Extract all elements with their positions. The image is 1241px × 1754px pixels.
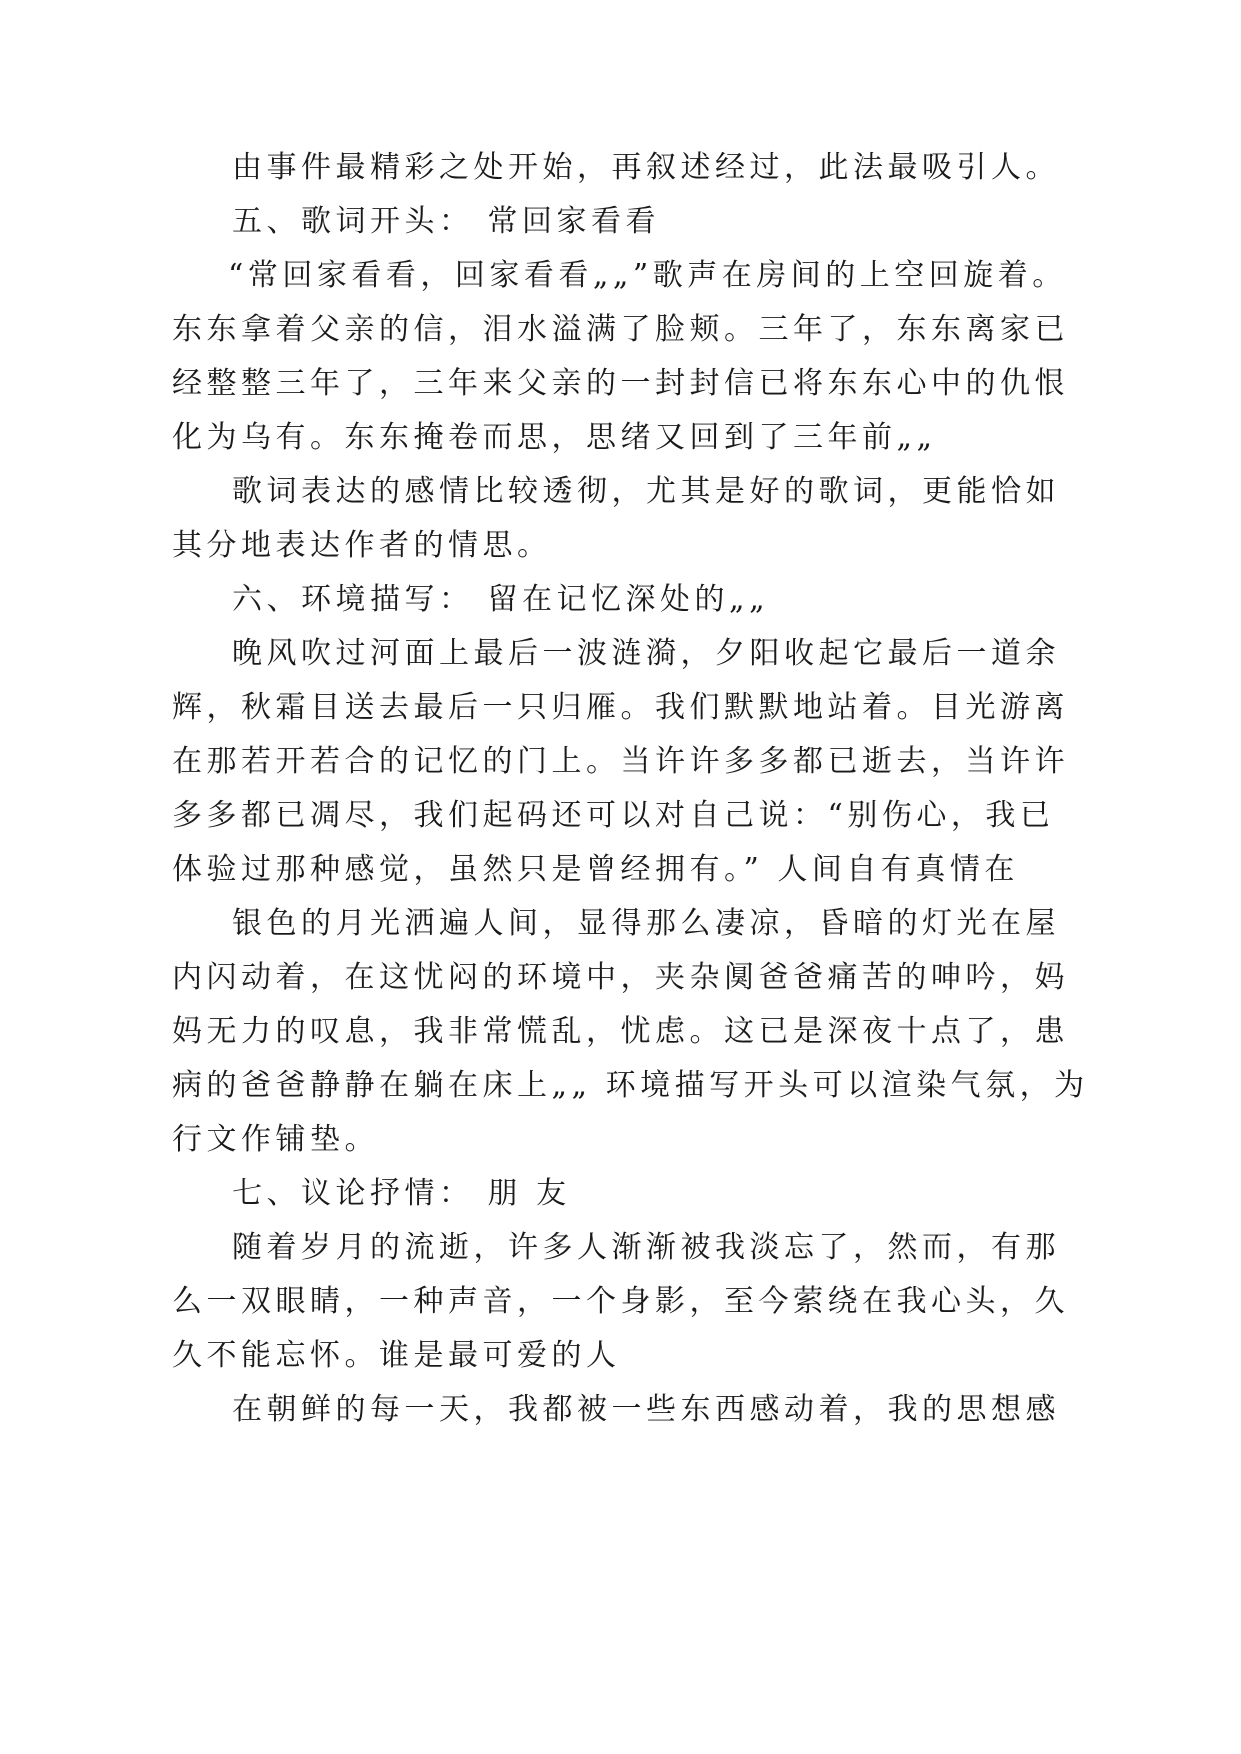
text-line-23: 久不能忘怀。谁是最可爱的人	[172, 1338, 621, 1373]
text-line-6: 化为乌有。东东掩卷而思，思绪又回到了三年前„„	[172, 420, 937, 455]
text-line-21: 随着岁月的流逝，许多人渐渐被我淡忘了，然而，有那	[232, 1230, 1060, 1265]
text-line-4: 东东拿着父亲的信，泪水溢满了脸颊。三年了，东东离家已	[172, 312, 1069, 347]
text-line-3: “常回家看看，回家看看„„”歌声在房间的上空回旋着。	[228, 258, 1067, 293]
text-line-16: 内闪动着，在这忧闷的环境中，夹杂阒爸爸痛苦的呻吟，妈	[172, 960, 1069, 995]
text-line-13: 多多都已凋尽，我们起码还可以对自己说：“别伤心，我已	[172, 798, 1055, 833]
text-line-12: 在那若开若合的记忆的门上。当许许多多都已逝去，当许许	[172, 744, 1069, 779]
text-line-15: 银色的月光洒遍人间，显得那么凄凉，昏暗的灯光在屋	[232, 906, 1060, 941]
text-line-7: 歌词表达的感情比较透彻，尤其是好的歌词，更能恰如	[232, 474, 1060, 509]
section-heading-5: 五、歌词开头： 常回家看看	[232, 204, 661, 239]
text-line-17: 妈无力的叹息，我非常慌乱，忧虑。这已是深夜十点了，患	[172, 1014, 1069, 1049]
text-line-14: 体验过那种感觉，虽然只是曾经拥有。” 人间自有真情在	[172, 852, 1019, 887]
text-line-19: 行文作铺垫。	[172, 1122, 379, 1157]
text-line-11: 辉，秋霜目送去最后一只归雁。我们默默地站着。目光游离	[172, 690, 1069, 725]
text-line-1: 由事件最精彩之处开始，再叙述经过，此法最吸引人。	[232, 150, 1060, 185]
text-line-5: 经整整三年了，三年来父亲的一封封信已将东东心中的仇恨	[172, 366, 1069, 401]
section-heading-7: 七、议论抒情： 朋 友	[232, 1176, 571, 1211]
text-line-8: 其分地表达作者的情思。	[172, 528, 552, 563]
section-heading-6: 六、环境描写： 留在记忆深处的„„	[232, 582, 770, 617]
text-line-22: 么一双眼睛，一种声音，一个身影，至今萦绕在我心头，久	[172, 1284, 1069, 1319]
text-line-10: 晚风吹过河面上最后一波涟漪，夕阳收起它最后一道余	[232, 636, 1060, 671]
text-line-24: 在朝鲜的每一天，我都被一些东西感动着，我的思想感	[232, 1392, 1060, 1427]
text-line-18: 病的爸爸静静在躺在床上„„ 环境描写开头可以渲染气氛，为	[172, 1068, 1089, 1103]
